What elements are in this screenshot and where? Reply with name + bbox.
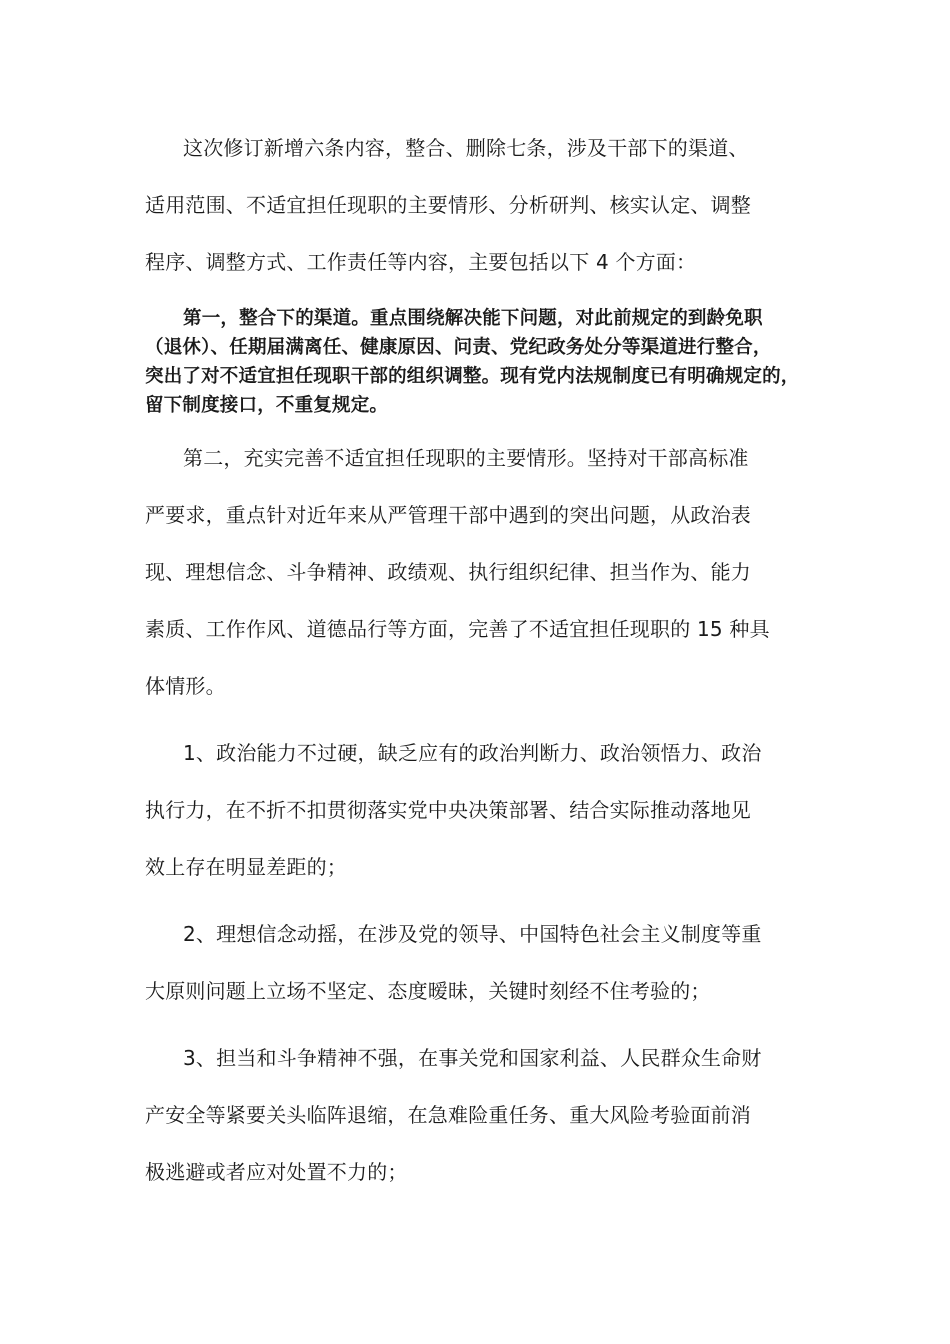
text-line: 严要求，重点针对近年来从严管理干部中遇到的突出问题，从政治表 [145,503,751,527]
paragraph-second-aspect [145,430,810,715]
text-line: 大原则问题上立场不坚定、态度暧昧，关键时刻经不住考验的； [145,979,711,1003]
text-line: 1、政治能力不过硬，缺乏应有的政治判断力、政治领悟力、政治 [183,741,762,765]
text-line: 现、理想信念、斗争精神、政绩观、执行组织纪律、担当作为、能力 [145,560,751,584]
text-line: 素质、工作作风、道德品行等方面，完善了不适宜担任现职的 15 种具 [145,617,770,641]
text-line: （退休）、任期届满离任、健康原因、问责、党纪政务处分等渠道进行整合， [145,337,772,358]
text-line: 留下制度接口，不重复规定。 [145,395,389,416]
text-line: 这次修订新增六条内容，整合、删除七条，涉及干部下的渠道、 [183,136,749,160]
text-line: 3、担当和斗争精神不强，在事关党和国家利益、人民群众生命财 [183,1046,762,1070]
text-line: 第二，充实完善不适宜担任现职的主要情形。坚持对干部高标准 [183,446,749,470]
paragraph-item-3 [145,1030,810,1201]
text-line: 适用范围、不适宜担任现职的主要情形、分析研判、核实认定、调整 [145,193,751,217]
text-line: 执行力，在不折不扣贯彻落实党中央决策部署、结合实际推动落地见 [145,798,751,822]
text-line: 体情形。 [145,674,226,698]
text-line: 突出了对不适宜担任现职干部的组织调整。现有党内法规制度已有明确规定的， [145,366,800,387]
paragraph-intro [145,120,810,291]
text-line: 第一，整合下的渠道。重点围绕解决能下问题，对此前规定的到龄免职 [183,308,763,329]
paragraph-item-1 [145,725,810,896]
text-line: 极逃避或者应对处置不力的； [145,1160,408,1184]
text-line: 产安全等紧要关头临阵退缩，在急难险重任务、重大风险考验面前消 [145,1103,751,1127]
paragraph-first-aspect [145,304,825,420]
text-line: 效上存在明显差距的； [145,855,347,879]
text-line: 程序、调整方式、工作责任等内容，主要包括以下 4 个方面： [145,250,697,274]
paragraph-item-2 [145,906,810,1020]
text-line: 2、理想信念动摇，在涉及党的领导、中国特色社会主义制度等重 [183,922,762,946]
